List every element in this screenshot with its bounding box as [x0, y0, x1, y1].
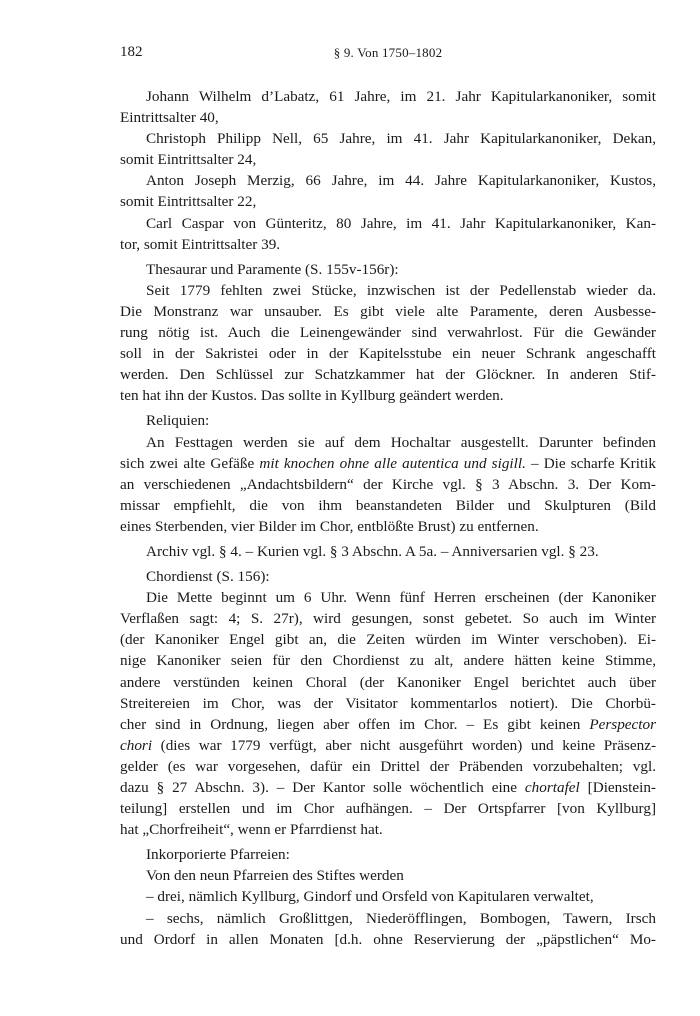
text-line: Von den neun Pfarreien des Stiftes werden: [146, 867, 404, 885]
text-line: – drei, nämlich Kyllburg, Gindorf und Orsfeld von Kapitularen verwaltet,: [146, 888, 594, 906]
text-line: Chordienst (S. 156):: [146, 568, 270, 586]
text-line: somit Eintrittsalter 22,: [120, 193, 257, 211]
text-line: (der Kanoniker Engel gibt an, die Zeiten würden im Winter verschoben). Ei-: [120, 631, 656, 649]
paragraph: [120, 213, 656, 255]
text-line: Streitereien im Chor, was der Visitator kommentarlos notiert). Die Chorbü-: [120, 694, 656, 712]
text-line: ten hat ihn der Kustos. Das sollte in Kyllburg geändert werden.: [120, 387, 504, 405]
text-line: Seit 1779 fehlten zwei Stücke, inzwischen ist der Pedellenstab wieder da.: [146, 281, 656, 299]
text-line: gelder (es war vorgesehen, dafür ein Drittel der Präbenden vorzubehalten; vgl.: [120, 757, 656, 775]
text-line: Reliquien:: [146, 412, 210, 430]
text-line: soll in der Sakristei oder in der Kapitelsstube ein neuer Schrank angeschafft: [120, 345, 656, 363]
text-line: – sechs, nämlich Großlittgen, Niederöfflingen, Bombogen, Tawern, Irsch: [146, 909, 656, 927]
text-line: Die Mette beginnt um 6 Uhr. Wenn fünf Herren erscheinen (der Kanoniker: [146, 589, 656, 607]
paragraph: [120, 410, 656, 431]
page-header: [120, 44, 656, 66]
paragraph: [120, 908, 656, 950]
text-line: Archiv vgl. § 4. – Kurien vgl. § 3 Abschn. A 5a. – Anniversarien vgl. § 23.: [146, 542, 599, 560]
paragraph: [120, 844, 656, 865]
text-line: an verschiedenen „Andachtsbildern“ der Kirche vgl. § 3 Abschn. 3. Der Kom-: [120, 475, 656, 493]
paragraph: [120, 865, 656, 886]
text-line: hat „Chorfreiheit“, wenn er Pfarrdienst hat.: [120, 821, 383, 839]
text-line: teilung] erstellen und im Chor aufhängen. – Der Ortspfarrer [von Kyllburg]: [120, 800, 656, 818]
paragraph: [120, 566, 656, 587]
text-line: An Festtagen werden sie auf dem Hochaltar ausgestellt. Darunter befinden: [146, 433, 656, 451]
text-line: nige Kanoniker seien für den Chordienst zu alt, andere hätten keine Stimme,: [120, 652, 656, 670]
paragraph: [120, 432, 656, 537]
paragraph: [120, 886, 656, 907]
text-line: tor, somit Eintrittsalter 39.: [120, 235, 281, 253]
text-line: Thesaurar und Paramente (S. 155v-156r):: [146, 260, 399, 278]
text-line: Carl Caspar von Günteritz, 80 Jahre, im 41. Jahr Kapitularkanoniker, Kan-: [146, 214, 656, 232]
paragraph: [120, 86, 656, 128]
text-line: chori (dies war 1779 verfügt, aber nicht ausgeführt worden) und keine Präsenz-: [120, 736, 656, 754]
text-line: somit Eintrittsalter 24,: [120, 151, 257, 169]
text-line: Anton Joseph Merzig, 66 Jahre, im 44. Jahre Kapitularkanoniker, Kustos,: [146, 172, 656, 190]
text-line: dazu § 27 Abschn. 3). – Der Kantor solle wöchentlich eine chortafel [Dienstein-: [120, 779, 656, 796]
text-line: missar empfiehlt, die von ihm beanstandeten Bilder und Skulpturen (Bild: [120, 496, 656, 514]
paragraph: [120, 541, 656, 562]
text-line: rung nötig ist. Auch die Leinengewänder sind verwahrlost. Für die Gewänder: [120, 324, 656, 342]
italic-phrase: Perspector: [589, 715, 656, 733]
text-line: eines Sterbenden, vier Bilder im Chor, entblößte Brust) zu entfernen.: [120, 517, 539, 535]
text-line: sich zwei alte Gefäße mit knochen ohne alle autentica und sigill. – Die scharfe Kritik: [120, 454, 656, 472]
text-line: Verflaßen sagt: 4; S. 27r), wird gesungen, sonst gebetet. So auch im Winter: [120, 610, 656, 628]
document-body: [120, 86, 656, 950]
italic-phrase: mit knochen ohne alle autentica und sigill.: [259, 454, 526, 472]
text-line: cher sind in Ordnung, liegen aber offen im Chor. – Es gibt keinen Perspector: [120, 715, 656, 733]
text-line: werden. Den Schlüssel zur Schatzkammer hat der Glöckner. In anderen Stif-: [120, 366, 656, 384]
text-line: und Ordorf in allen Monaten [d.h. ohne Reservierung der „päpstlichen“ Mo-: [120, 930, 656, 948]
text-line: Die Monstranz war unsauber. Es gibt viele alte Paramente, deren Ausbesse-: [120, 302, 656, 320]
paragraph: [120, 587, 656, 840]
text-line: Johann Wilhelm d’Labatz, 61 Jahre, im 21. Jahr Kapitularkanoniker, somit: [146, 88, 656, 105]
text-line: andere verstünden keinen Choral (der Kanoniker Engel berichtet auch über: [120, 673, 656, 691]
text-line: Christoph Philipp Nell, 65 Jahre, im 41. Jahr Kapitularkanoniker, Dekan,: [146, 130, 656, 148]
italic-phrase: chori: [120, 736, 153, 754]
paragraph: [120, 259, 656, 280]
page-number: 182: [120, 44, 143, 60]
italic-phrase: chortafel: [524, 779, 580, 796]
paragraph: [120, 280, 656, 407]
text-line: Eintrittsalter 40,: [120, 109, 219, 127]
running-title: § 9. Von 1750–1802: [333, 45, 443, 60]
paragraph: [120, 128, 656, 170]
text-line: Inkorporierte Pfarreien:: [146, 846, 290, 864]
paragraph: [120, 170, 656, 212]
